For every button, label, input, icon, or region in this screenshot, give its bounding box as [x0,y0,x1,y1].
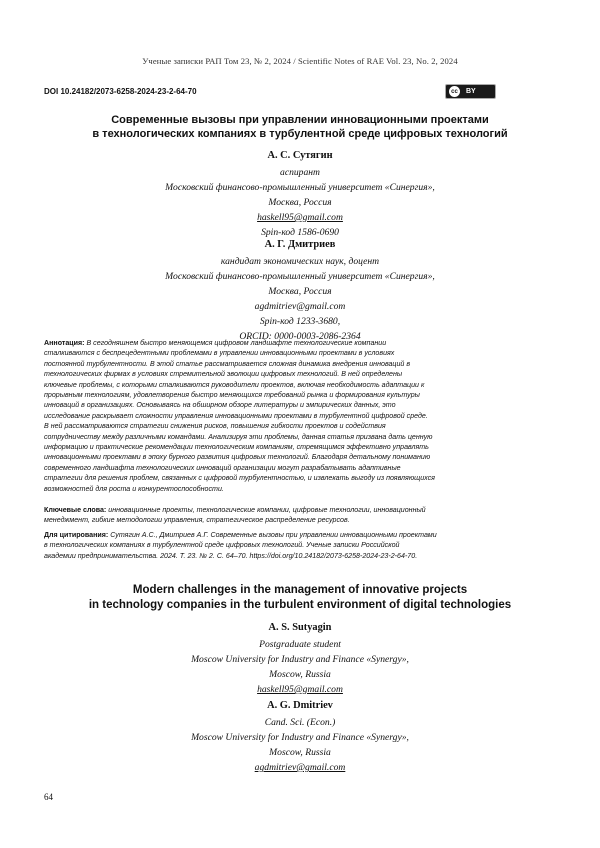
abstract-line: сотрудничеству между различными командами. Анализируя эти проблемы, данная статья призвана дать ценную [44,432,433,441]
author-affiliation: Moscow University for Industry and Finance «Synergy», [191,732,409,743]
abstract-line: В ней рассматриваются стратегии снижения рисков, повышения гибкости проектов и содействия [44,422,386,431]
author-city: Moscow, Russia [269,669,331,680]
abstract-line: исследование раскрывает сложности управления инновационными проектами в турбулентной цифровой среде. [44,411,428,420]
author-ru-2 [60,237,540,344]
author-email-link[interactable]: agdmitriev@gmail.com [254,762,346,773]
abstract-label: Аннотация: [44,339,85,347]
license-label: BY [466,88,476,95]
abstract-line: возможностей для роста и конкурентоспособности. [44,484,224,493]
author-position: Cand. Sci. (Econ.) [264,717,336,728]
article-title-ru [40,113,560,141]
author-city: Москва, Россия [268,286,332,297]
author-email-link[interactable]: haskell95@gmail.com [257,684,343,695]
citation-line: академии предпринимательства. 2024. Т. 23. № 2. С. 64–70. https://doi.org/10.24182/2073-6258-2024-23-2-64-70. [44,551,418,560]
author-affiliation: Московский финансово-промышленный университет «Синергия», [165,271,435,282]
abstract-line: информацию и практические рекомендации технологическим компаниям, стремящимся эффективно управлять [44,443,429,452]
abstract-line: ключевые проблемы, с которыми сталкиваются руководители проектов, включая необходимость адаптации к [44,380,425,389]
author-affiliation: Московский финансово-промышленный университет «Синергия», [165,182,435,193]
author-ru-1 [60,148,540,240]
keywords-ru [44,505,556,526]
title-en-line-1: Modern challenges in the management of innovative projects [132,584,468,596]
citation-label: Для цитирования: [44,531,109,539]
abstract-line: стратегии для решения проблем, связанных с цифровой турбулентностью, и извлекать выгоду из появляющихся [44,474,435,483]
abstract-line: сталкиваются с беспрецедентными проблемами в управлении инновационными проектами в условиях [44,349,395,358]
title-ru-line-1: Современные вызовы при управлении инновационными проектами [111,114,489,126]
author-name: А. Г. Дмитриев [264,239,336,250]
author-name: A. S. Sutyagin [268,622,332,633]
article-title-en [40,583,560,613]
cc-by-license-badge[interactable] [445,84,496,99]
journal-header: Ученые записки РАП Том 23, № 2, 2024 / Scientific Notes of RAE Vol. 23, No. 2, 2024 [142,56,458,66]
title-ru-line-2: в технологических компаниях в турбулентной среде цифровых технологий [92,128,508,140]
abstract-line: инновационными проектами в эпоху бурного развития цифровых технологий. Благодаря детальному пониманию [44,453,431,462]
abstract-line: В сегодняшнем быстро меняющемся цифровом ландшафте технологические компании [86,339,387,347]
author-position: аспирант [280,167,320,178]
title-en-line-2: in technology companies in the turbulent environment of digital technologies [88,599,512,611]
author-position: кандидат экономических наук, доцент [220,256,380,267]
keywords-label: Ключевые слова: [44,506,107,514]
citation-ru [44,530,556,561]
author-email: agdmitriev@gmail.com [254,301,346,312]
cc-icon: cc [449,86,460,97]
author-position: Postgraduate student [259,639,341,650]
page-number: 64 [44,792,53,802]
author-en-2 [60,698,540,775]
author-affiliation: Moscow University for Industry and Finance «Synergy», [191,654,409,665]
doi-label: DOI 10.24182/2073-6258-2024-23-2-64-70 [44,87,197,96]
abstract-line: инноваций в организациях. Основываясь на обширном обзоре литературы и эмпирических данных, это [44,401,396,410]
author-name: А. С. Сутягин [267,150,333,161]
author-name: A. G. Dmitriev [267,700,333,711]
author-en-1 [60,620,540,697]
author-city: Moscow, Russia [269,747,331,758]
citation-line: Сутягин А.С., Дмитриев А.Г. Современные вызовы при управлении инновационными проектами [110,531,437,539]
author-email-link[interactable]: haskell95@gmail.com [257,212,343,223]
author-city: Москва, Россия [268,197,332,208]
abstract-line: технологических фирмах в условиях стремительной эволюции цифровых технологий. В ней определены [44,370,403,379]
author-spin: Spin-код 1586-0690 [261,227,339,238]
abstract-line: постоянной турбулентности. В этой статье рассматривается сложная динамика внедрения инноваций в [44,359,411,368]
keywords-line: инновационные проекты, технологические компании, цифровые технологии, инновационный [108,506,426,514]
author-spin: Spin-код 1233-3680, [259,316,341,327]
abstract-ru [44,338,556,494]
citation-line: в технологических компаниях в турбулентной среде цифровых технологий. Ученые записки Российской [44,541,400,550]
abstract-line: прорывным технологиям, удовлетворения быстро меняющихся требований рынка и формирования культуры [44,391,420,400]
abstract-line: современного ландшафта технологических инноваций организации могут разрабатывать адаптивные [44,463,401,472]
keywords-line: менеджмент, гибкие методологии управления, стратегическое распределение ресурсов. [44,516,350,525]
author-orcid: ORCID: 0000-0003-2086-2364 [239,331,361,342]
